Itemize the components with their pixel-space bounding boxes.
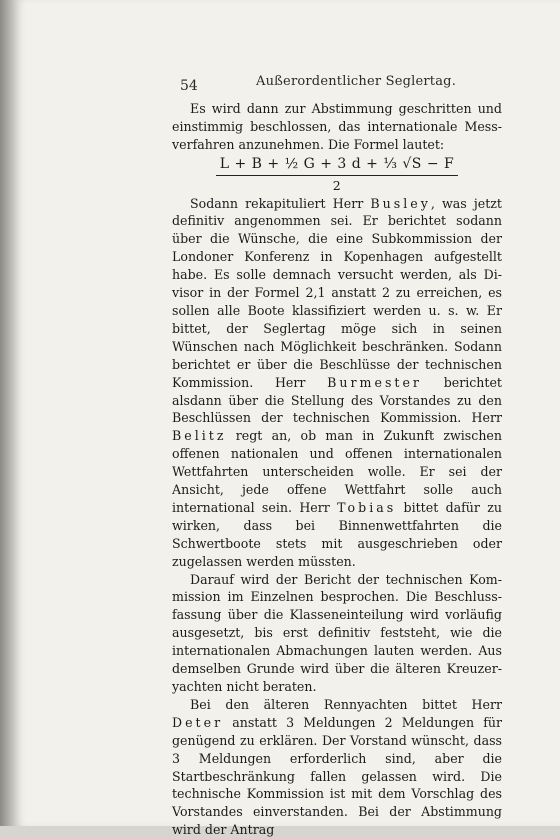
name-deter: Deter [172, 714, 224, 730]
name-burmester: Burmester [327, 374, 422, 390]
body-text [172, 100, 502, 839]
paragraph-3: Darauf wird der Bericht der technischen Kommission im Einzelnen besprochen. Die Beschlussfassung über die Klasseneinteilung wird vorläufig ausgesetzt, bis erst definitiv feststeht, wie die internationalen Abmachungen lauten werden. Aus demselben Grunde wird über die älteren Kreuzeryachten nicht beraten. [172, 571, 502, 694]
page-number: 54 [180, 78, 198, 94]
formula-denominator: 2 [332, 177, 342, 193]
paragraph-2 [172, 195, 502, 571]
paragraph-2-text-d: regt an, ob man in Zukunft zwischen offenen nationalen und offenen internationalen Wettfahrten unterscheiden wolle. Er sei der Ansicht, jede offene Wettfahrt solle auch international sein. Herr [172, 428, 502, 515]
measurement-formula [172, 156, 502, 195]
paragraph-2-text-b: , was jetzt definitiv angenommen sei. Er berichtet sodann über die Wünsche, die eine Subkommission der Londoner Konferenz in Kopenhagen aufgestellt habe. Es solle demnach versucht werden, als Divisor in der Formel 2,1 anstatt 2 zu erreichen, es sollen alle Boote klassifiziert werden u. s. w. Er bittet, der Seglertag möge sich in seinen Wünschen nach Möglichkeit beschränken. Sodann berichtet er über die Beschlüsse der technischen Kommission. Herr [172, 195, 502, 390]
running-title: Außerordentlicher Seglertag. [256, 74, 457, 89]
name-belitz: Belitz [172, 428, 227, 444]
paragraph-4-text-a: Bei den älteren Rennyachten bittet Herr [190, 696, 502, 712]
formula-numerator: L + B + ½ G + 3 d + ⅓ √S − F [216, 156, 459, 176]
paragraph-2-text-e: bittet dafür zu wirken, dass bei Binnenwettfahrten die Schwertboote stets mit ausgeschrieben oder zugelassen werden müssten. [172, 499, 503, 569]
paragraph-4 [172, 696, 502, 839]
page-header [180, 74, 500, 96]
name-busley: Busley [370, 195, 431, 211]
paragraph-4-text-b: anstatt 3 Meldungen 2 Meldungen für genügend zu erklären. Der Vorstand wünscht, dass 3 Meldungen erforderlich sind, aber die Startbeschränkung fallen gelassen wird. Die technische Kommission ist mit dem Vorschlag des Vorstandes einverstanden. Bei der Abstimmung wird der Antrag [172, 714, 502, 838]
name-tobias: Tobias [337, 499, 397, 515]
paragraph-2-text-c: berichtet alsdann über die Stellung des Vorstandes zu den Beschlüssen der technischen Kommission. Herr [172, 374, 502, 426]
paragraph-2-text-a: Sodann rekapituliert Herr [190, 195, 371, 211]
book-gutter [0, 0, 14, 826]
paragraph-1: Es wird dann zur Abstimmung geschritten und einstimmig beschlossen, das internationale Messverfahren anzunehmen. Die Formel lautet: [172, 101, 502, 152]
